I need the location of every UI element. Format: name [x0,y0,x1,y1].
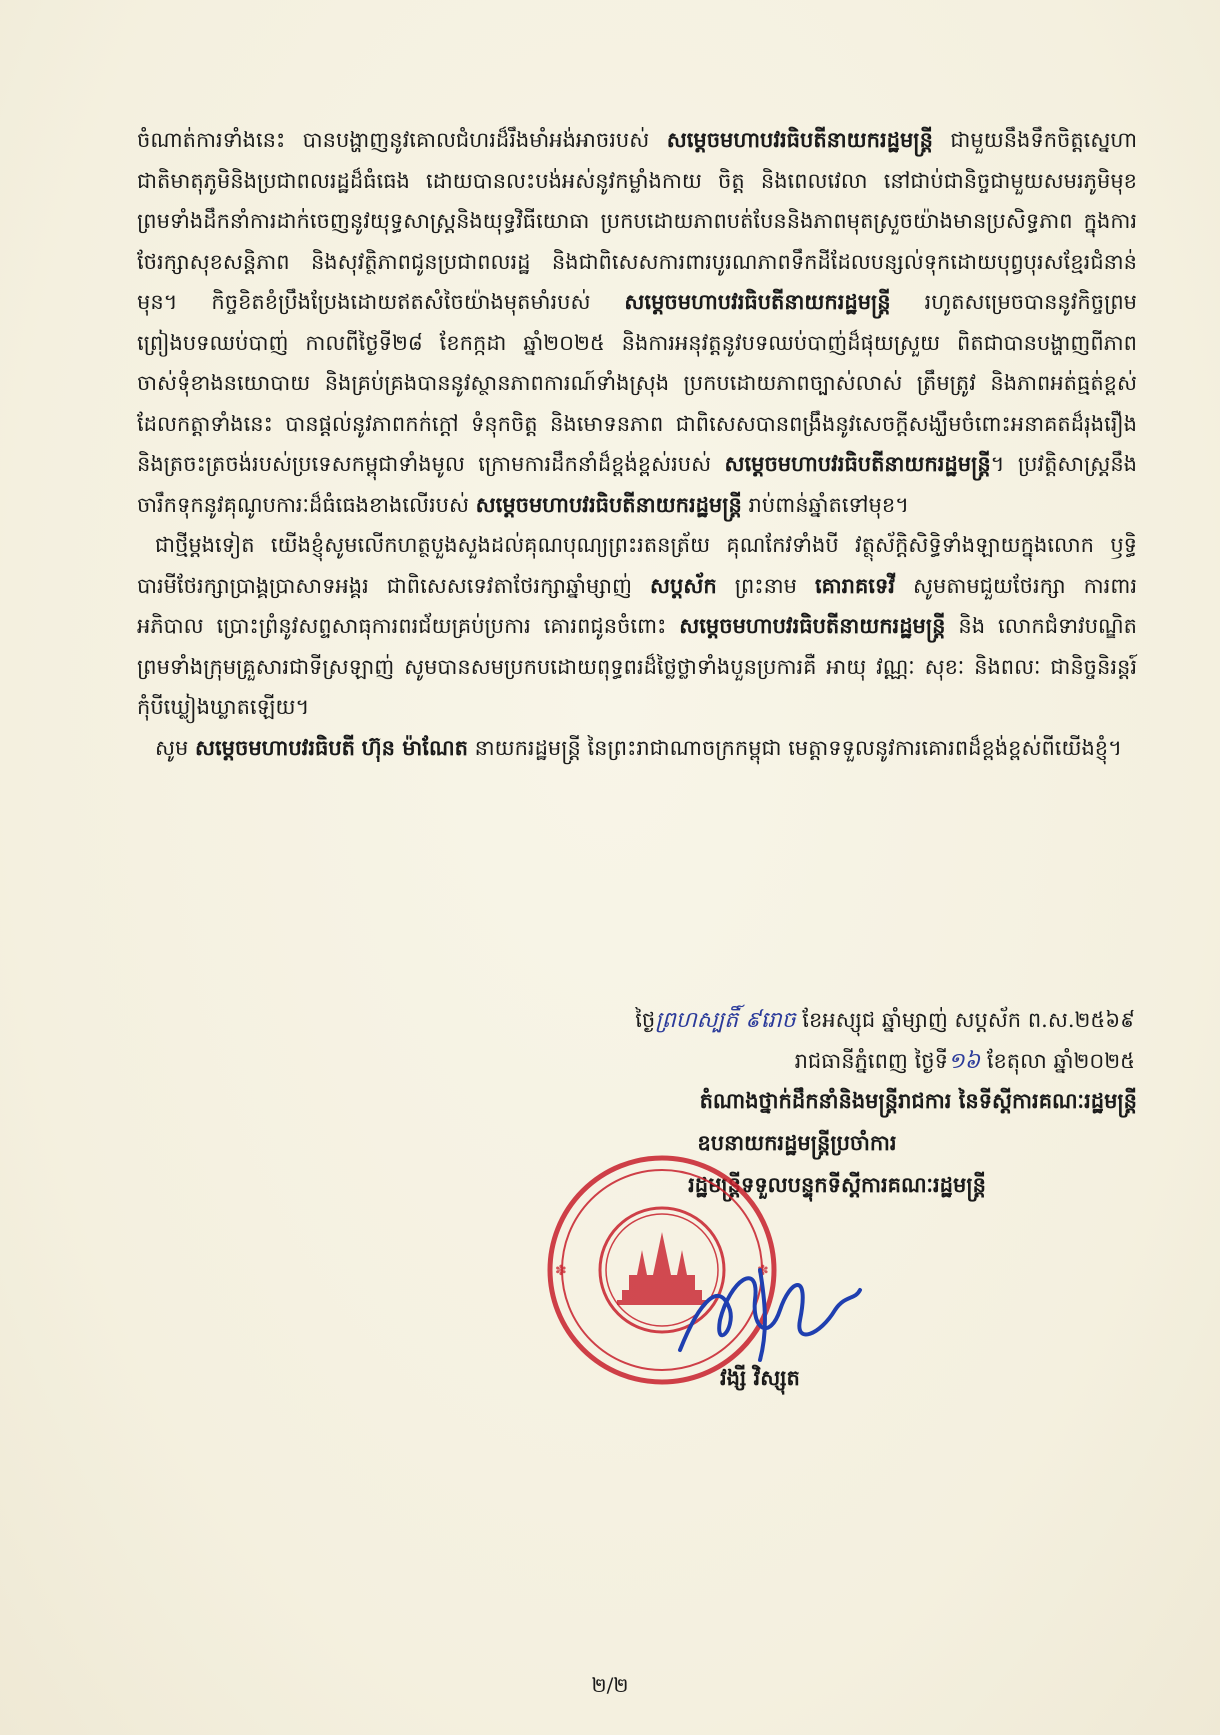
solar-date: រាជធានីភ្នំពេញ ថ្ងៃទី១៦ ខែតុលា ឆ្នាំ២០២៥ [794,1049,1135,1074]
handwritten-signature [660,1240,880,1380]
page-number: ២/២ [591,1673,629,1697]
org-line-1: តំណាងថ្នាក់ដឹកនាំនិងមន្ត្រីរាជការ នៃទីស្តីការគណៈរដ្ឋមន្ត្រី [699,1088,1137,1113]
signer-name: វង្សី វិស្សុត [720,1365,800,1390]
paragraph-2: ជាថ្មីម្តងទៀត យើងខ្ញុំសូមលើកហត្ថបួងសួងដល់គុណបុណ្យព្រះរតនត្រ័យ គុណកែវទាំងបី វត្ថុស័ក្តិសិទ្ធិទាំងឡាយក្នុងលោក ឫទ្ធិបារមីថែរក្សាប្រាង្គប្រាសាទអង្គរ ជាពិសេសទេវតាថែរក្សាឆ្នាំម្សាញ់ សប្តស័ក ព្រះនាម គោរាគទេវី សូមតាមជួយថែរក្សា ការពារ អភិបាល ប្រោះព្រំនូវសព្ទសាធុការពរជ័យគ្រប់ប្រការ គោរពជូនចំពោះ សម្តេចមហាបវរធិបតីនាយករដ្ឋមន្ត្រី និង លោកជំទាវបណ្ឌិត ព្រមទាំងក្រុមគ្រួសារជាទីស្រឡាញ់ សូមបានសមប្រកបដោយពុទ្ធពរដ៏ថ្លៃថ្លាទាំងបួនប្រការគឺ អាយុ វណ្ណៈ សុខៈ និងពលៈ ជានិច្ចនិរន្តរ៍ កុំបីឃ្លៀងឃ្លាតឡើយ។ [137,533,1138,719]
handwritten-day: ១៦ [947,1049,981,1074]
org-line-2: ឧបនាយករដ្ឋមន្ត្រីប្រចាំការ [697,1130,897,1155]
honorific: សម្តេចមហាបវរធិបតី [195,734,355,760]
paragraph-3: សូម សម្តេចមហាបវរធិបតី ហ៊ុន ម៉ាណែត នាយករដ្ឋមន្ត្រី នៃព្រះរាជាណាចក្រកម្ពុជា មេត្តាទទួលនូវការគោរពដ៏ខ្ពង់ខ្ពស់ពីយើងខ្ញុំ។ [155,734,1122,760]
honorific: សម្តេចមហាបវរធិបតីនាយករដ្ឋមន្ត្រី [679,613,946,638]
lunar-date: ថ្ងៃព្រហស្បតិ៍ ៩រោច ខែអស្សុជ ឆ្នាំម្សាញ់ សប្តស័ក ព.ស.២៥៦៩ [635,1008,1135,1033]
honorific: សម្តេចមហាបវរធិបតីនាយករដ្ឋមន្ត្រី [666,127,933,152]
svg-text:✽: ✽ [757,1263,769,1279]
paragraph-1: ចំណាត់ការទាំងនេះ បានបង្ហាញនូវគោលជំហរដ៏រឹងមាំអង់អាចរបស់ សម្តេចមហាបវរធិបតីនាយករដ្ឋមន្ត្រី ជាមួយនឹងទឹកចិត្តស្នេហាជាតិមាតុភូមិនិងប្រជាពលរដ្ឋដ៏ធំធេង ដោយបានលះបង់អស់នូវកម្លាំងកាយ ចិត្ត និងពេលវេលា នៅជាប់ជានិច្ចជាមួយសមរភូមិមុខ ព្រមទាំងដឹកនាំការដាក់ចេញនូវយុទ្ធសាស្ត្រនិងយុទ្ធវិធីយោធា ប្រកបដោយភាពបត់បែននិងភាពមុតស្រួចយ៉ាងមានប្រសិទ្ធភាព ក្នុងការថែរក្សាសុខសន្តិភាព និងសុវត្ថិភាពជូនប្រជាពលរដ្ឋ និងជាពិសេសការពារបូរណភាពទឹកដីដែលបន្សល់ទុកដោយបុព្វបុរសខ្មែរជំនាន់មុន។ កិច្ចខិតខំប្រឹងប្រែងដោយឥតសំចៃយ៉ាងមុតមាំរបស់ សម្តេចមហាបវរធិបតីនាយករដ្ឋមន្ត្រី រហូតសម្រេចបាននូវកិច្ចព្រមព្រៀងបទឈប់បាញ់ កាលពីថ្ងៃទី២៨ ខែកក្កដា ឆ្នាំ២០២៥ និងការអនុវត្តនូវបទឈប់បាញ់ដ៏ផុយស្រួយ ពិតជាបានបង្ហាញពីភាពចាស់ទុំខាងនយោបាយ និងគ្រប់គ្រងបាននូវស្ថានភាពការណ៍ទាំងស្រុង ប្រកបដោយភាពច្បាស់លាស់ ត្រឹមត្រូវ និងភាពអត់ធ្មត់ខ្ពស់ ដែលកត្តាទាំងនេះ បានផ្តល់នូវភាពកក់ក្តៅ ទំនុកចិត្ត និងមោទនភាព ជាពិសេសបានពង្រឹងនូវសេចក្តីសង្ឃឹមចំពោះអនាគតដ៏រុងរឿង និងត្រចះត្រចង់របស់ប្រទេសកម្ពុជាទាំងមូល ក្រោមការដឹកនាំដ៏ខ្ពង់ខ្ពស់របស់ សម្តេចមហាបវរធិបតីនាយករដ្ឋមន្ត្រី។ ប្រវត្តិសាស្ត្រនឹងចារឹកទុកនូវគុណូបការៈដ៏ធំធេងខាងលើរបស់ សម្តេចមហាបវរធិបតីនាយករដ្ឋមន្ត្រី រាប់ពាន់ឆ្នាំតទៅមុខ។ [137,127,1138,517]
honorific: សម្តេចមហាបវរធិបតីនាយករដ្ឋមន្ត្រី [475,491,742,517]
deity-name: គោរាគទេវី [814,572,895,598]
honorific: សម្តេចមហាបវរធិបតីនាយករដ្ឋមន្ត្រី [624,289,891,314]
prime-minister-name: ហ៊ុន ម៉ាណែត [361,734,468,760]
handwritten-lunar-day: ព្រហស្បតិ៍ ៩រោច [655,1008,796,1033]
letter-body [137,120,1137,768]
date-block [435,1000,1135,1082]
honorific: សម្តេចមហាបវរធិបតីនាយករដ្ឋមន្ត្រី [724,451,991,476]
svg-text:✽: ✽ [555,1263,567,1279]
org-line-3: រដ្ឋមន្ត្រីទទួលបន្ទុកទីស្តីការគណៈរដ្ឋមន្ត្រី [688,1172,986,1197]
